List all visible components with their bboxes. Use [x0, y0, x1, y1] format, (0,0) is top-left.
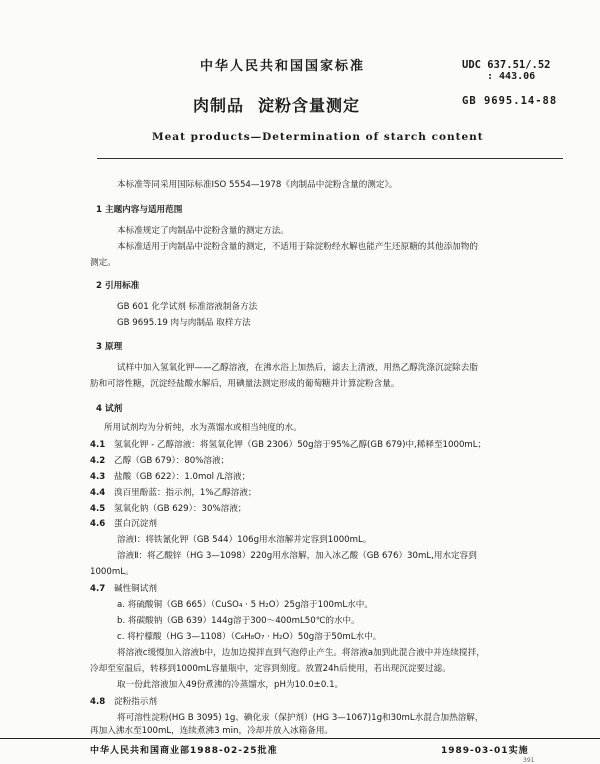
footer-divider [0, 738, 600, 739]
copper-reagent-procedure-3: 取一份此溶液加入49份煮沸的冷蒸馏水，pH为10.0±0.1。 [117, 680, 344, 690]
reagent-number: 4.6 [90, 519, 106, 529]
reference-gb601: GB 601 化学试剂 标准溶液制备方法 [117, 302, 258, 312]
document-title-en: Meat products—Determination of starch content [152, 131, 484, 143]
reagent-text: 氢氧化钠（GB 629）：30%溶液； [113, 504, 247, 514]
section-1-line3: 测定。 [90, 258, 116, 268]
solution-2-line: 溶液Ⅱ：将乙酸锌（HG 3—1098）220g用水溶解，加入冰乙酸（GB 676）30mL,用水定容到 [117, 551, 477, 561]
reagent-text: 氢氧化钾 - 乙醇溶液：将氢氧化钾（GB 2306）50g溶于95%乙醇(GB 679)中,稀释至1000mL； [113, 440, 487, 450]
reagent-item [90, 472, 250, 483]
approval-notice: 中华人民共和国商业部1988-02-25批准 [90, 746, 278, 756]
reagent-number: 4.7 [90, 584, 106, 594]
reagent-item [90, 456, 229, 467]
udc-code-line2: : 443.06 [487, 71, 536, 82]
title-cn-part2: 淀粉含量测定 [258, 96, 361, 115]
reference-gb9695-19: GB 9695.19 肉与肉制品 取样方法 [117, 318, 251, 328]
reagent-number: 4.2 [90, 456, 106, 466]
reagent-item [90, 697, 157, 708]
solution-2-continued: 1000mL。 [90, 567, 134, 577]
header-divider [97, 158, 563, 159]
section-2-heading: 2 引用标准 [96, 281, 140, 291]
reagent-text: 盐酸（GB 622）：1.0mol /L溶液； [113, 472, 251, 482]
reagent-number: 4.4 [90, 488, 106, 498]
reagent-item [90, 519, 157, 530]
reagent-number: 4.5 [90, 504, 106, 514]
gb-standard-number: GB 9695.14-88 [462, 95, 558, 107]
reagent-text: 碱性铜试剂 [113, 584, 157, 594]
section-3-line1: 试样中加入氢氧化钾——乙醇溶液，在沸水浴上加热后，滤去上清液，用热乙醇洗涤沉淀除去脂 [117, 363, 478, 373]
section-1-line1: 本标准规定了肉制品中淀粉含量的测定方法。 [117, 226, 289, 236]
reagent-item [90, 504, 246, 515]
reagent-text: 乙醇（GB 679）：80%溶液； [113, 456, 230, 466]
title-cn-part1: 肉制品 [193, 96, 245, 115]
reagent-number: 4.8 [90, 697, 106, 707]
udc-code-line1: UDC 637.51/.52 [462, 59, 551, 71]
section-1-heading: 1 主题内容与适用范围 [96, 205, 183, 215]
copper-reagent-step-a: a. 将硫酸铜（GB 665）（CuSO₄ · 5 H₂O）25g溶于100mL水中。 [117, 600, 373, 610]
copper-reagent-step-b: b. 将碳酸钠（GB 639）144g溶于300～400mL50℃的水中。 [117, 616, 360, 626]
section-3-line2: 肪和可溶性糖，沉淀经盐酸水解后，用碘量法测定形成的葡萄糖并计算淀粉含量。 [90, 379, 400, 389]
section-3-heading: 3 原理 [96, 342, 123, 352]
reagent-text: 溴百里酚蓝：指示剂，1%乙醇溶液； [113, 488, 257, 498]
section-4-intro: 所用试剂均为分析纯，水为蒸馏水或相当纯度的水。 [104, 423, 302, 433]
standard-category-title: 中华人民共和国国家标准 [200, 59, 366, 74]
copper-reagent-procedure-2: 冷却至室温后，转移到1000mL容量瓶中，定容到刻度。放置24h后使用，若出现沉淀要过滤。 [90, 664, 451, 674]
solution-1-line: 溶液Ⅰ：将铁氰化钾（GB 544）106g用水溶解并定容到1000mL。 [117, 535, 372, 545]
reagent-item [90, 440, 486, 451]
starch-indicator-line2: 再加入沸水至100mL，连续煮沸3 min，冷却并放入冰箱备用。 [90, 726, 334, 736]
reagent-number: 4.1 [90, 440, 106, 450]
section-1-line2: 本标准适用于肉制品中淀粉含量的测定，不适用于除淀粉经水解也能产生还原糖的其他添加物的 [117, 242, 478, 252]
reagent-text: 淀粉指示剂 [113, 697, 157, 707]
copper-reagent-step-c: c. 将柠檬酸（HG 3—1108）（C₆H₈O₇ · H₂O）50g溶于50mL水中。 [117, 632, 382, 642]
document-title-cn [193, 93, 360, 116]
starch-indicator-line1: 将可溶性淀粉(HG B 3095) 1g、碘化汞（保护剂）(HG 3—1067)1g和30mL水混合加热溶解， [117, 713, 484, 723]
copper-reagent-procedure-1: 将溶液c缓慢加入溶液b中，边加边搅拌直到气泡停止产生。将溶液a加到此混合液中并连续搅拌， [117, 648, 485, 658]
reagent-number: 4.3 [90, 472, 106, 482]
reagent-text: 蛋白沉淀剂 [113, 519, 157, 529]
section-4-heading: 4 试剂 [96, 404, 123, 414]
intro-paragraph: 本标准等同采用国际标准ISO 5554—1978《肉制品中淀粉含量的测定》。 [117, 180, 398, 190]
implementation-date: 1989-03-01实施 [441, 746, 529, 756]
reagent-item [90, 584, 157, 595]
page-number: 391 [523, 757, 535, 764]
reagent-item [90, 488, 257, 499]
